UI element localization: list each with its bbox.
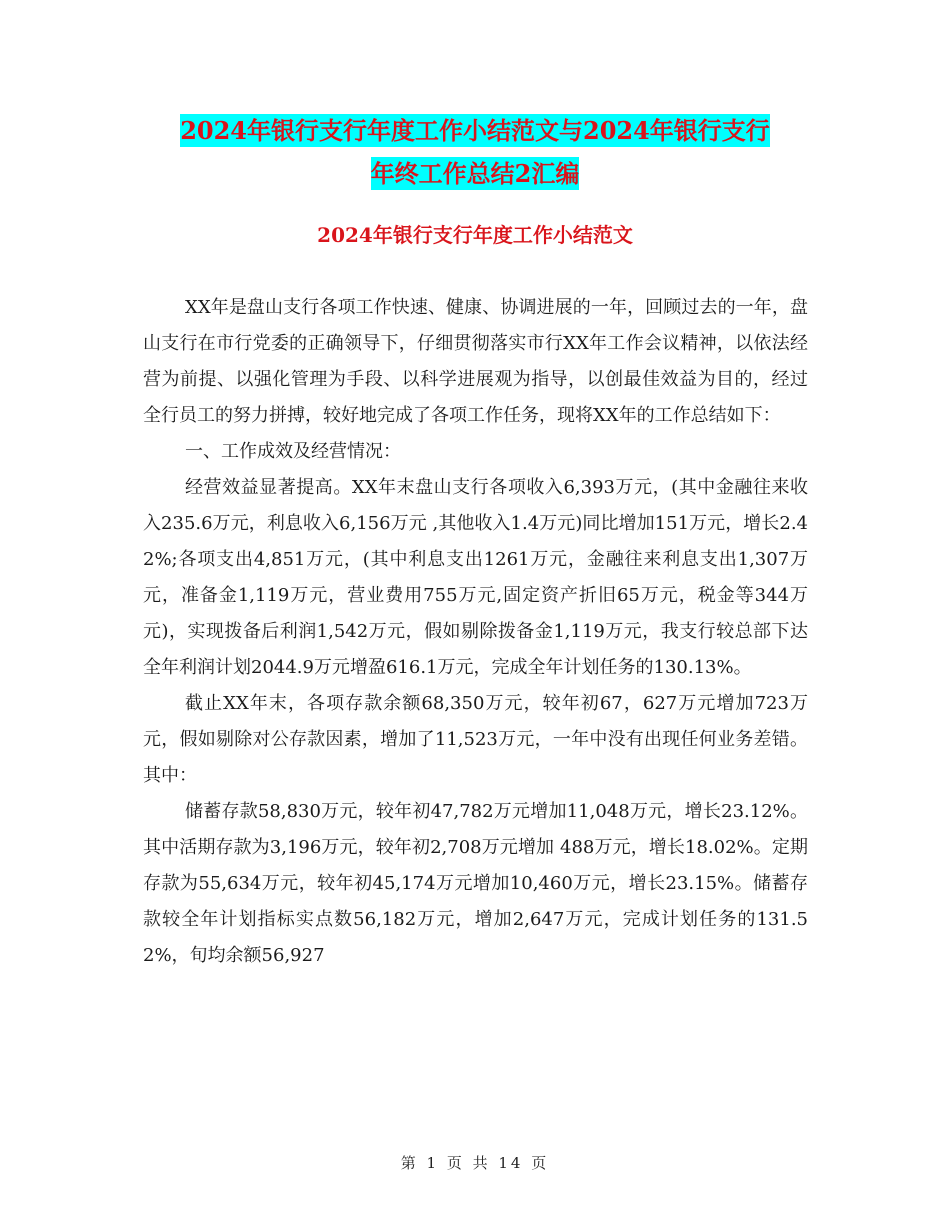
paragraph-savings: 储蓄存款58,830万元，较年初47,782万元增加11,048万元，增长23.12%。其中活期存款为3,196万元，较年初2,708万元增加 488万元，增长18.02%。定期存款为55,634万元，较年初45,174万元增加10,460万元，增长23.15%。储蓄存款较全年计划指标实点数56,182万元，增加2,647万元，完成计划任务的131.52%，旬均余额56,927 [143, 801, 808, 966]
document-title-line-2 [130, 153, 820, 195]
paragraph-heading-1: 一、工作成效及经营情况： [185, 441, 401, 462]
title-highlight-1: 2024年银行支行年度工作小结范文与2024年银行支行 [180, 116, 770, 145]
paragraph-profit: 经营效益显著提高。XX年末盘山支行各项收入6,393万元，(其中金融往来收入235.6万元，利息收入6,156万元 ,其他收入1.4万元)同比增加151万元，增长2.42%;各项支出4,851万元，(其中利息支出1261万元，金融往来利息支出1,307万元，准备金1,119万元，营业费用755万元,固定资产折旧65万元，税金等344万元)，实现拨备后利润1,542万元，假如剔除拨备金1,119万元，我支行较总部下达全年利润计划2044.9万元增盈616.1万元，完成全年计划任务的130.13%。 [143, 477, 808, 678]
body-text [143, 290, 808, 974]
document-title-line-1 [130, 110, 820, 152]
section-title: 2024年银行支行年度工作小结范文 [317, 223, 633, 247]
paragraph-deposits: 截止XX年末，各项存款余额68,350万元，较年初67，627万元增加723万元，假如剔除对公存款因素，增加了11,523万元，一年中没有出现任何业务差错。其中： [143, 693, 808, 786]
paragraph-intro: XX年是盘山支行各项工作快速、健康、协调进展的一年，回顾过去的一年，盘山支行在市行党委的正确领导下，仔细贯彻落实市行XX年工作会议精神，以依法经营为前提、以强化管理为手段、以科学进展观为指导，以创最佳效益为目的，经过全行员工的努力拼搏，较好地完成了各项工作任务，现将XX年的工作总结如下： [143, 297, 808, 426]
title-highlight-2: 年终工作总结2汇编 [370, 159, 580, 188]
page-footer: 第 1 页 共 14 页 [400, 1154, 550, 1172]
